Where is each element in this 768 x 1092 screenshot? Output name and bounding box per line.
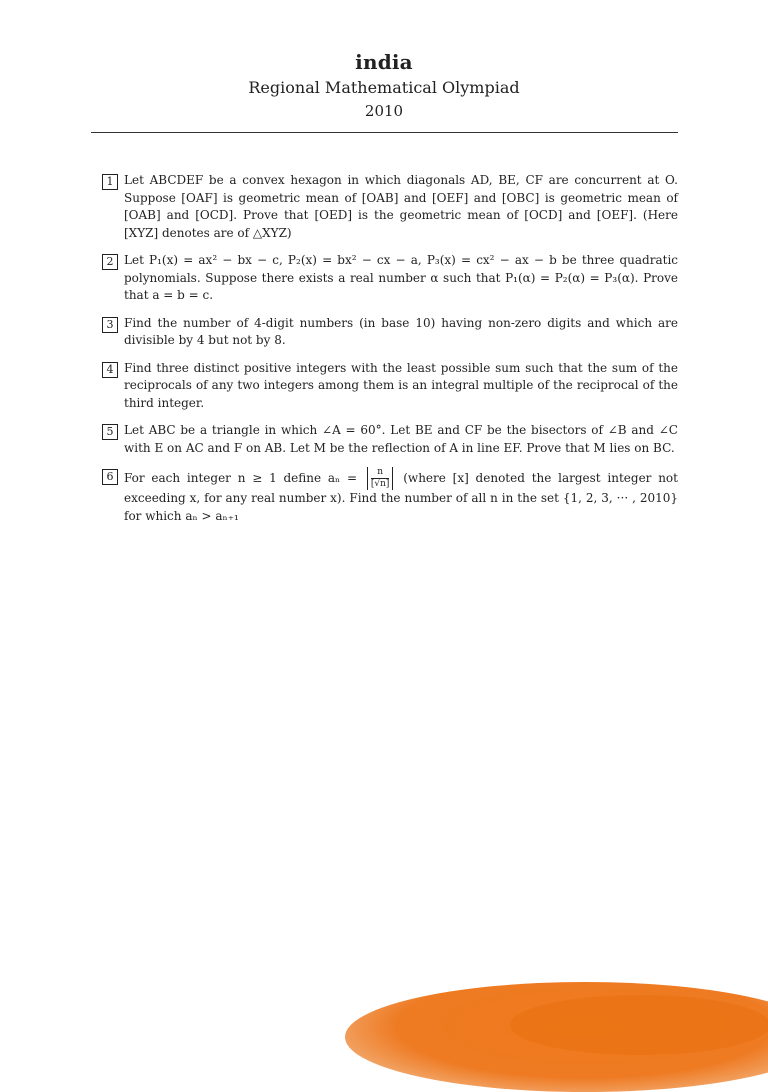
- problem-text-before: For each integer n ≥ 1 define aₙ =: [124, 471, 358, 485]
- problem-text: [124, 467, 678, 525]
- fraction-denominator: [√n]: [370, 479, 390, 489]
- problem-number-box: 1: [102, 174, 118, 190]
- problem-text: Find the number of 4-digit numbers (in base 10) having non-zero digits and which are divisible by 4 but not by 8.: [124, 315, 678, 347]
- problem-number-box: 3: [102, 317, 118, 333]
- problem-text: Find three distinct positive integers with the least possible sum such that the sum of the reciprocals of any two integers among them is an integral multiple of the reciprocal of the third integer.: [124, 360, 678, 410]
- contest-title: Regional Mathematical Olympiad: [248, 78, 520, 97]
- contest-year: 2010: [364, 102, 404, 120]
- fraction-numerator: n: [371, 467, 390, 479]
- problem-5: [102, 422, 678, 457]
- floor-fraction: [367, 467, 394, 490]
- problem-text: Let P₁(x) = ax² − bx − c, P₂(x) = bx² − cx − a, P₃(x) = cx² − ax − b be three quadratic polynomials. Suppose there exists a real number α such that P₁(α) = P₂(α) = P₃(α). Prove that a = b = c.: [124, 253, 678, 302]
- problem-number-box: 6: [102, 469, 118, 485]
- problem-2: [102, 252, 678, 305]
- country-title: india: [355, 50, 413, 74]
- problem-1: [102, 172, 678, 242]
- decorative-orange-swoosh-core: [510, 995, 768, 1055]
- problem-number-box: 4: [102, 362, 118, 378]
- problem-4: [102, 360, 678, 413]
- problem-number-box: 2: [102, 254, 118, 270]
- problem-3: [102, 315, 678, 350]
- problem-number-box: 5: [102, 424, 118, 440]
- header-divider: [91, 132, 678, 133]
- problem-text: Let ABCDEF be a convex hexagon in which diagonals AD, BE, CF are concurrent at O. Suppose [OAF] is geometric mean of [OAB] and [OEF] and [OBC] is geometric mean of [OAB] and [OCD]. Prove that [OED] is the geometric mean of [OCD] and [OEF]. (Here [XYZ] denotes are of △XYZ): [124, 173, 678, 240]
- problem-6: [102, 467, 678, 525]
- document-header: [0, 50, 768, 120]
- problem-list: [102, 172, 678, 535]
- problem-text-after: (where [x] denoted the largest integer not exceeding x, for any real number x). Find the number of all n in the set {1, 2, 3, ··· , 2010} for which aₙ > aₙ₊₁: [124, 471, 678, 523]
- problem-text: Let ABC be a triangle in which ∠A = 60°. Let BE and CF be the bisectors of ∠B and ∠C with E on AC and F on AB. Let M be the reflection of A in line EF. Prove that M lies on BC.: [124, 423, 678, 455]
